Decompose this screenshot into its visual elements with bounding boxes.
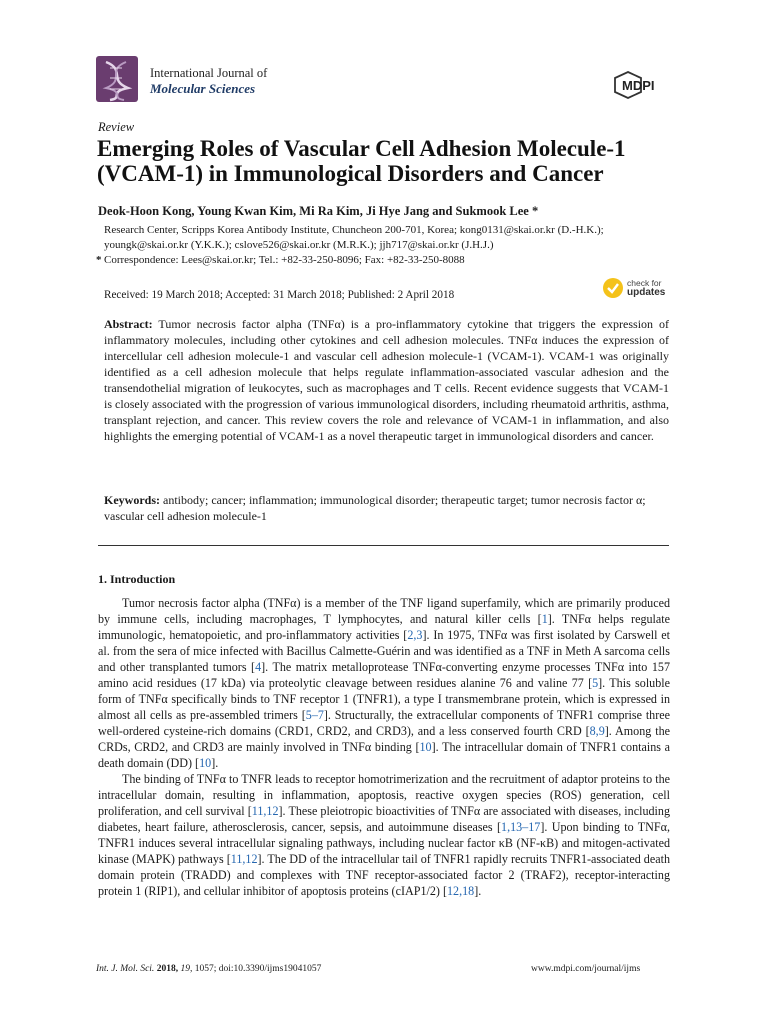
- affiliation-line2: youngk@skai.or.kr (Y.K.K.); cslove526@skai.or.kr (M.R.K.); jjh717@skai.or.kr (J.H.J.): [104, 239, 494, 251]
- journal-title-line1: International Journal of: [150, 66, 268, 80]
- abstract-label: Abstract:: [104, 317, 153, 331]
- citation-footer: [96, 964, 321, 974]
- footer-pages: 1057; doi:10.3390/ijms19041057: [194, 964, 322, 974]
- citation-link[interactable]: 12,18: [446, 884, 475, 898]
- text-run: ]. Structurally, the extracellular components of TNFR1 comprise three well-ordered cysteine-rich domains (CRD1, CRD2, and CRD3), and a less conserved fourth CRD [: [98, 708, 670, 738]
- author-list: Deok-Hoon Kong, Young Kwan Kim, Mi Ra Kim, Ji Hye Jang and Sukmook Lee *: [98, 204, 539, 218]
- keywords-text: antibody; cancer; inflammation; immunological disorder; therapeutic target; tumor necrosis factor α; vascular cell adhesion molecule-1: [104, 493, 646, 523]
- keywords: [104, 492, 669, 524]
- footer-volume: 19,: [180, 964, 193, 974]
- text-run: Tumor necrosis factor alpha (TNFα) is a member of the TNF ligand superfamily, which are primarily produced by immune cells, including macrophages, T lymphocytes, and natural killer cells [: [98, 596, 670, 626]
- citation-link[interactable]: 4: [255, 660, 262, 674]
- journal-name: Molecular Sciences: [150, 81, 256, 96]
- journal-url[interactable]: www.mdpi.com/journal/ijms: [531, 964, 641, 974]
- text-run: ]. This soluble form of TNFα specifically binds to TNF receptor 1 (TNFR1), a type I transmembrane protein, which is expressed in almost all cells as pre-assembled trimers [: [98, 676, 670, 722]
- journal-logo: [96, 56, 138, 102]
- text-run: ]. The DD of the intracellular tail of TNFR1 rapidly recruits TNFR1-associated death domain protein (TRADD) and complexes with TNF receptor-associated factor 2 (TRAF2), receptor-interacting protein 1 (RIP1), and cellular inhibitor of apoptosis proteins (cIAP1/2) [: [98, 852, 670, 898]
- correspondence-mark: *: [96, 254, 102, 266]
- text-run: ].: [474, 884, 482, 898]
- mdpi-logo: [614, 70, 676, 100]
- publisher-name: MDPI: [622, 78, 655, 93]
- article-title: [97, 136, 697, 186]
- citation-link[interactable]: 5: [592, 676, 599, 690]
- correspondence: Correspondence: Lees@skai.or.kr; Tel.: +82-33-250-8096; Fax: +82-33-250-8088: [104, 254, 465, 266]
- text-run: ]. The intracellular domain of TNFR1 contains a death domain (DD) [: [98, 740, 670, 770]
- citation-link[interactable]: 10: [199, 756, 212, 770]
- section-body: [98, 595, 670, 899]
- citation-link[interactable]: 1: [541, 612, 548, 626]
- citation-link[interactable]: 1,13–17: [501, 820, 541, 834]
- affiliation-line1: Research Center, Scripps Korea Antibody Institute, Chuncheon 200-701, Korea; kong0131@skai.or.kr (D.-H.K.);: [104, 224, 604, 236]
- citation-link[interactable]: 11,12: [251, 804, 279, 818]
- text-run: ]. TNFα helps regulate immunologic, hematopoietic, and pro-inflammatory activities [: [98, 612, 670, 642]
- text-run: The binding of TNFα to TNFR leads to receptor homotrimerization and the recruitment of adaptor proteins to the intracellular domain, resulting in inflammation, apoptosis, reactive oxygen species (ROS) generation, cell proliferation, and cell survival [: [98, 772, 670, 818]
- affiliation: [96, 223, 694, 268]
- citation-link[interactable]: 10: [419, 740, 432, 754]
- text-run: ]. In 1975, TNFα was first isolated by Carswell et al. from the sera of mice infected with Bacillus Calmette-Guérin and was identified as a TNF in Meth A sarcoma cells and other transplanted tumors [: [98, 628, 670, 674]
- text-run: ].: [211, 756, 219, 770]
- article-type: Review: [98, 120, 135, 134]
- paragraph-2: [98, 771, 670, 899]
- title-line2: (VCAM-1) in Immunological Disorders and Cancer: [97, 161, 604, 186]
- citation-link[interactable]: 5–7: [305, 708, 324, 722]
- check-for-updates-badge[interactable]: [603, 276, 683, 302]
- journal-abbrev: Int. J. Mol. Sci.: [96, 964, 155, 974]
- text-run: ]. These pleiotropic bioactivities of TNFα are associated with diseases, including diabetes, heart failure, atherosclerosis, cancer, sepsis, and autoimmune diseases [: [98, 804, 670, 834]
- updates-label: updates: [627, 287, 666, 298]
- check-label: check for: [627, 278, 662, 288]
- citation-link[interactable]: 11,12: [230, 852, 258, 866]
- journal-title: [150, 66, 267, 96]
- text-run: ]. The matrix metalloprotease TNFα-converting enzyme processes TNFα into 157 amino acid residues (17 kDa) via proteolytic cleavage between residues alanine 76 and valine 77 [: [98, 660, 670, 690]
- section-divider: [98, 545, 669, 546]
- citation-link[interactable]: 8,9: [589, 724, 605, 738]
- publication-dates: Received: 19 March 2018; Accepted: 31 March 2018; Published: 2 April 2018: [104, 289, 455, 301]
- paragraph-1: [98, 595, 670, 771]
- text-run: ]. Among the CRDs, CRD2, and CRD3 are mainly involved in TNFα binding [: [98, 724, 670, 754]
- section-heading: 1. Introduction: [98, 572, 176, 586]
- title-line1: Emerging Roles of Vascular Cell Adhesion Molecule-1: [97, 136, 626, 161]
- check-updates-icon: [603, 278, 623, 298]
- footer-year: 2018,: [156, 964, 179, 974]
- abstract: [104, 316, 669, 444]
- citation-link[interactable]: 2,3: [407, 628, 423, 642]
- text-run: ]. Upon binding to TNFα, TNFR1 induces several intracellular signaling pathways, including nuclear factor κB (NF-κB) and mitogen-activated kinase (MAPK) pathways [: [98, 820, 670, 866]
- keywords-label: Keywords:: [104, 493, 160, 507]
- abstract-text: Tumor necrosis factor alpha (TNFα) is a pro-inflammatory cytokine that triggers the expression of inflammatory molecules, including other cytokines and cell adhesion molecules. TNFα induces the expression of intercellular cell adhesion molecule-1 and vascular cell adhesion molecule-1 (VCAM-1). VCAM-1 was originally identified as a cell adhesion molecule that helps regulate inflammation-associated vascular adhesion and the transendothelial migration of leukocytes, such as macrophages and T cells. Recent evidence suggests that VCAM-1 is closely associated with the progression of various immunological disorders, including rheumatoid arthritis, asthma, transplant rejection, and cancer. This review covers the role and relevance of VCAM-1 in inflammation, and also highlights the emerging potential of VCAM-1 as a novel therapeutic target in immunological disorders and cancer.: [104, 317, 669, 443]
